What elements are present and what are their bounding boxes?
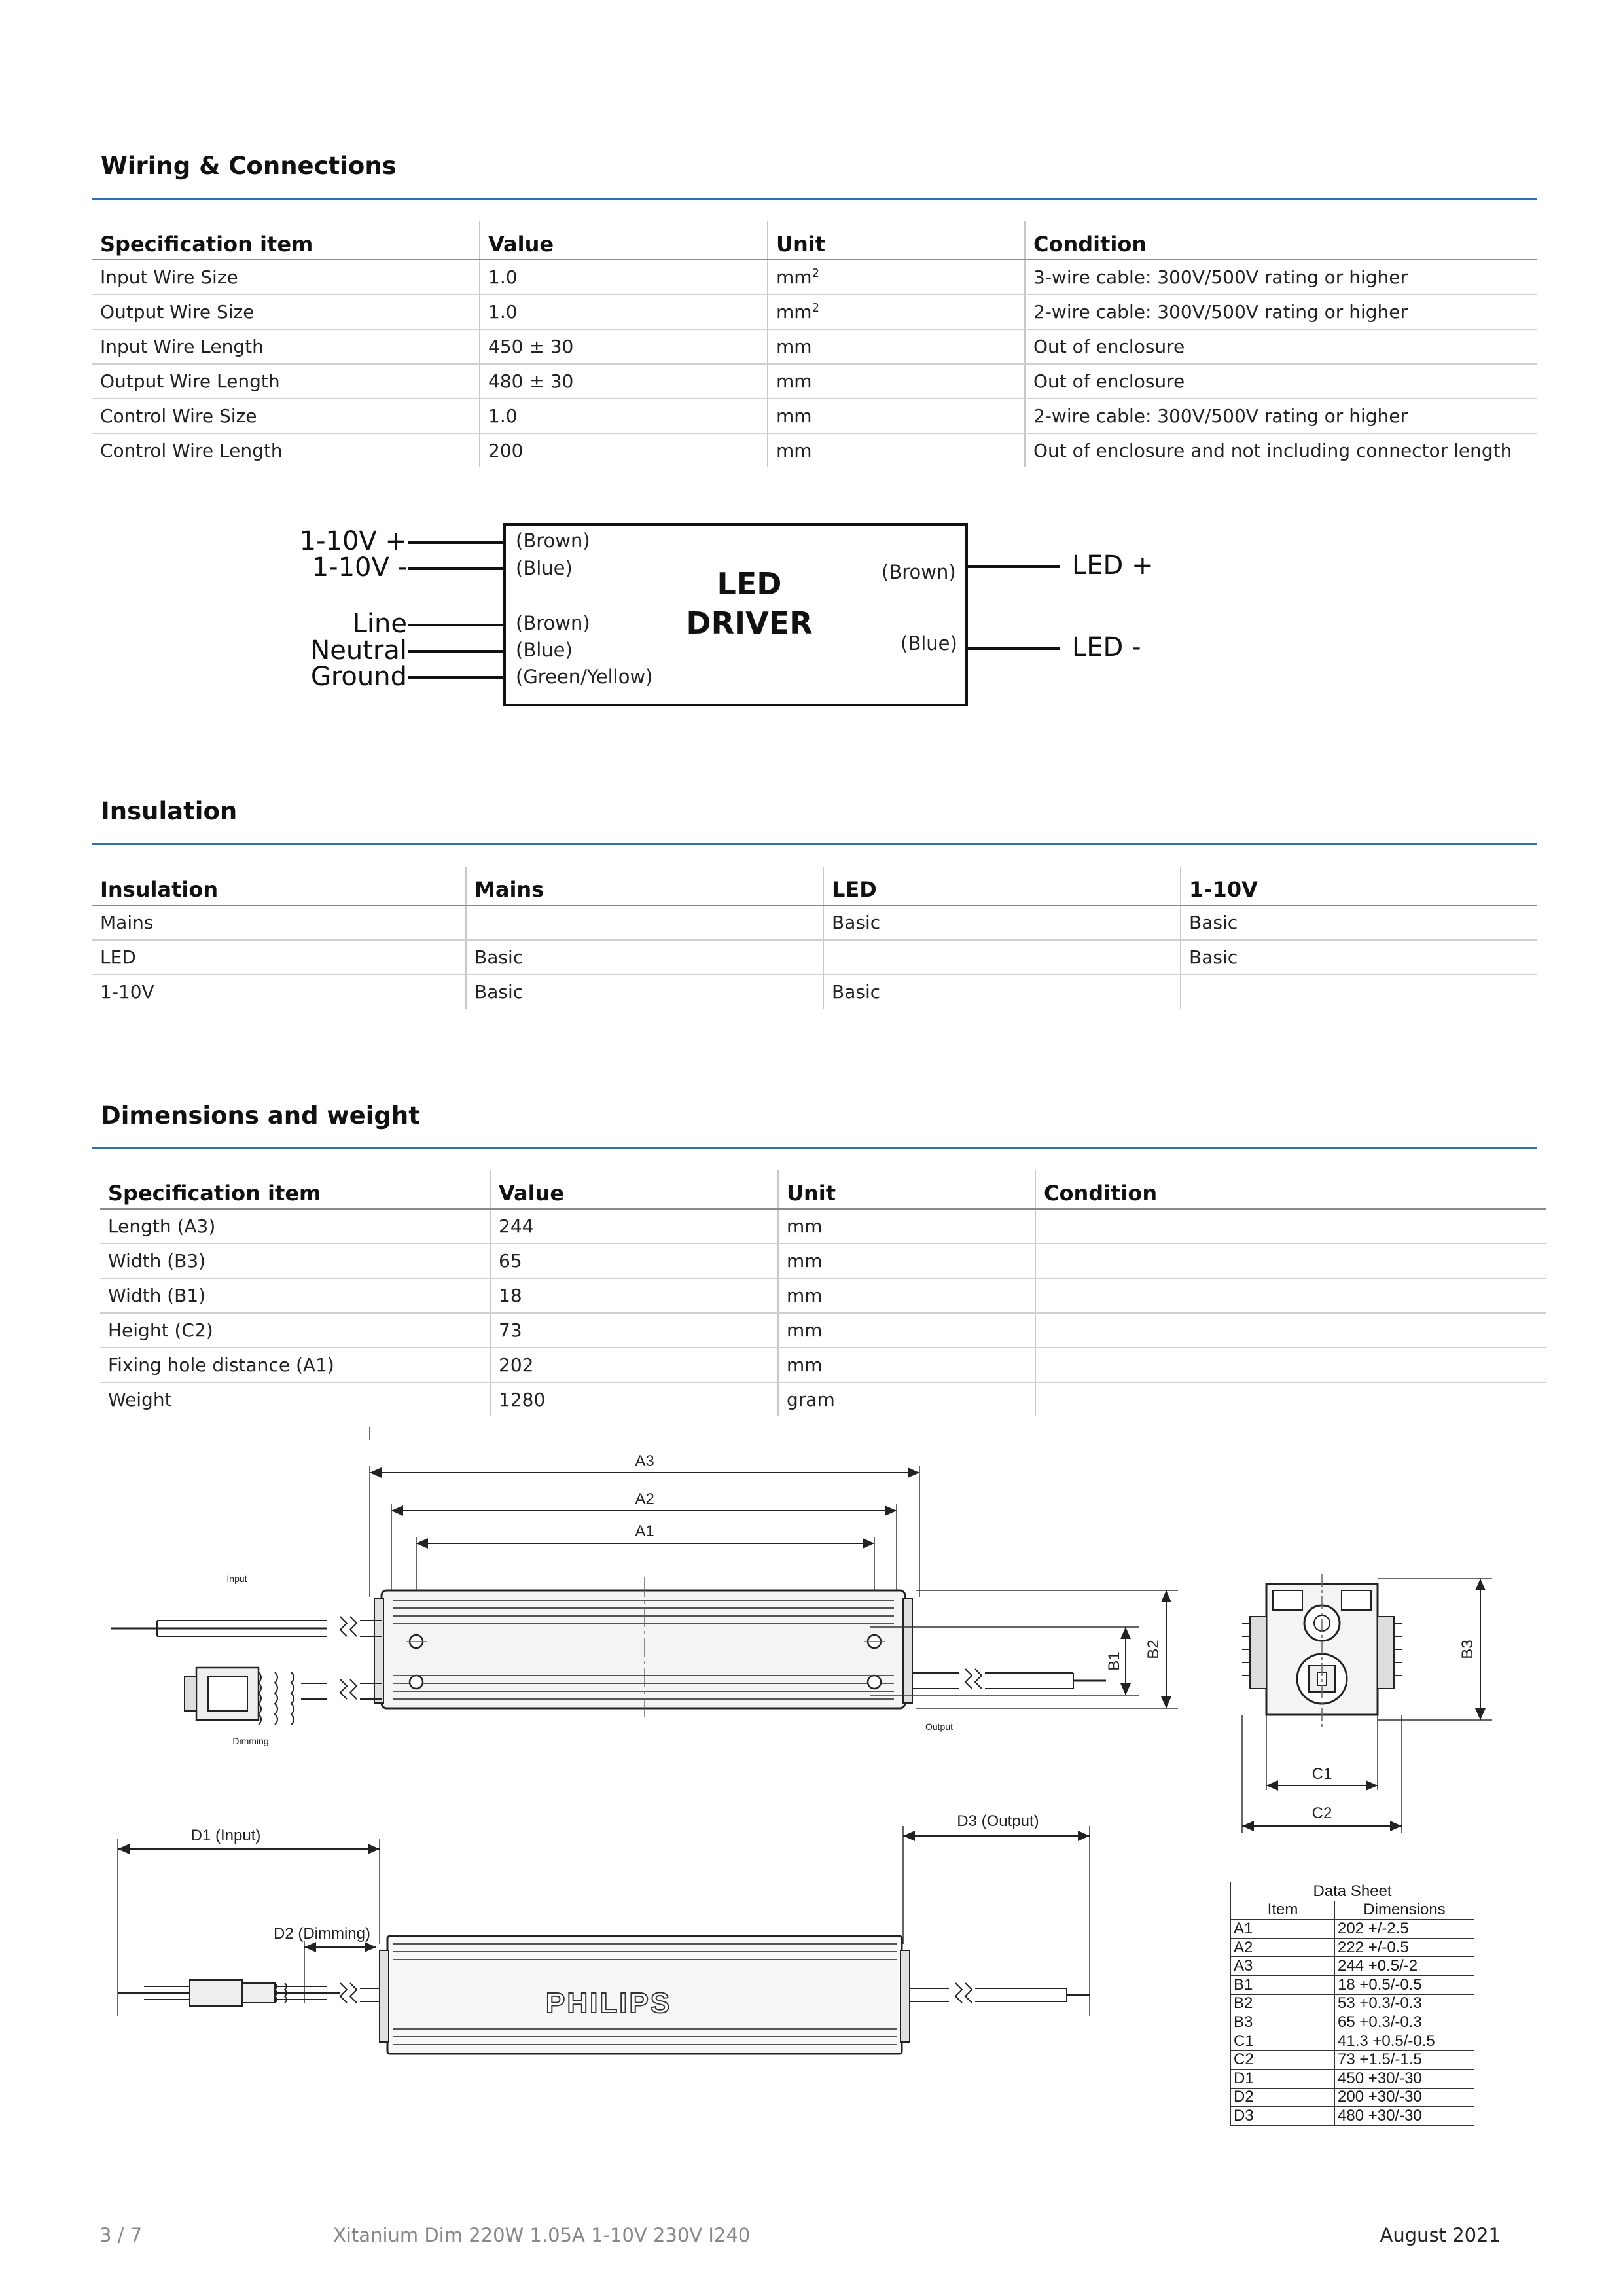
insulation-table-header bbox=[92, 867, 1537, 905]
insulation-header-led: LED bbox=[823, 867, 1181, 905]
table-row bbox=[1231, 1957, 1474, 1976]
label-ground: Ground bbox=[310, 662, 407, 692]
cell-unit: mm bbox=[778, 1278, 1035, 1313]
cell-item: Weight bbox=[108, 1389, 172, 1410]
cell-unit: mm bbox=[768, 399, 1025, 433]
cell-unit: mm bbox=[768, 433, 1025, 467]
inner-brown-line: (Brown) bbox=[516, 612, 590, 634]
top-view bbox=[111, 1427, 1178, 1746]
table-row bbox=[1231, 2069, 1474, 2088]
cell-condition: 3-wire cable: 300V/500V rating or higher bbox=[1025, 260, 1537, 295]
cell-value: 18 bbox=[490, 1278, 778, 1313]
table-row bbox=[92, 975, 1537, 1009]
unit-superscript: 2 bbox=[812, 266, 820, 280]
dimensions-header-unit: Unit bbox=[778, 1170, 1035, 1209]
table-row bbox=[92, 905, 1537, 940]
insulation-section-rule bbox=[92, 843, 1537, 845]
ds-item: B3 bbox=[1231, 2013, 1335, 2032]
label-dimming: Dimming bbox=[232, 1736, 269, 1746]
cell-value: 202 bbox=[490, 1348, 778, 1382]
cell-item: Input Wire Length bbox=[92, 329, 480, 364]
dim-label-d1: D1 (Input) bbox=[190, 1827, 261, 1844]
wiring-section-title: Wiring & Connections bbox=[101, 152, 397, 180]
label-output: Output bbox=[925, 1721, 954, 1732]
table-row bbox=[1231, 1920, 1474, 1939]
dimensions-table bbox=[100, 1170, 1546, 1416]
cell-item: Output Wire Length bbox=[92, 364, 480, 399]
dim-label-b3: B3 bbox=[1459, 1640, 1476, 1659]
label-neutral: Neutral bbox=[310, 636, 407, 666]
cell-unit: mm bbox=[778, 1244, 1035, 1278]
dimensions-section-rule bbox=[92, 1147, 1537, 1149]
ds-item: D3 bbox=[1231, 2107, 1335, 2126]
table-row bbox=[100, 1209, 1546, 1244]
cell-condition: 2-wire cable: 300V/500V rating or higher bbox=[1025, 295, 1537, 329]
inner-brown-dim: (Brown) bbox=[516, 529, 590, 552]
insulation-header-1-10v: 1-10V bbox=[1181, 867, 1537, 905]
label-dim-minus: 1-10V - bbox=[312, 552, 407, 583]
dimensions-header-value: Value bbox=[490, 1170, 778, 1209]
label-input: Input bbox=[226, 1573, 247, 1584]
data-sheet-header-dimensions: Dimensions bbox=[1335, 1901, 1474, 1920]
data-sheet-table bbox=[1230, 1882, 1474, 2126]
ds-dim: 222 +/-0.5 bbox=[1335, 1938, 1474, 1957]
ds-item: C1 bbox=[1231, 2032, 1335, 2051]
philips-logo: PHILIPS bbox=[546, 1987, 672, 2019]
cell-item: Width (B1) bbox=[100, 1278, 490, 1313]
cell-value: 450 ± 30 bbox=[480, 329, 768, 364]
cell-condition: 2-wire cable: 300V/500V rating or higher bbox=[1025, 399, 1537, 433]
cell-value: 480 ± 30 bbox=[480, 364, 768, 399]
cell-value: 1280 bbox=[490, 1382, 778, 1416]
dim-label-a3: A3 bbox=[635, 1452, 654, 1470]
ds-item: A2 bbox=[1231, 1938, 1335, 1957]
inner-brown-led: (Brown) bbox=[882, 561, 956, 583]
cell-condition bbox=[1035, 1244, 1546, 1278]
cell-led: Basic bbox=[823, 905, 1181, 940]
ds-dim: 41.3 +0.5/-0.5 bbox=[1335, 2032, 1474, 2051]
insulation-table bbox=[92, 867, 1537, 1009]
insulation-header-insulation: Insulation bbox=[92, 867, 466, 905]
cell-item: Input Wire Size bbox=[92, 260, 480, 295]
dim-label-d2: D2 (Dimming) bbox=[273, 1925, 371, 1943]
cell-condition bbox=[1035, 1382, 1546, 1416]
cell-condition bbox=[1035, 1348, 1546, 1382]
table-row bbox=[1231, 2013, 1474, 2032]
unit-text: mm bbox=[776, 301, 812, 323]
cell-insulation: LED bbox=[92, 940, 466, 975]
cell-item: Control Wire Length bbox=[100, 440, 283, 461]
cell-condition: Out of enclosure bbox=[1025, 329, 1537, 364]
footer-product-name: Xitanium Dim 220W 1.05A 1-10V 230V I240 bbox=[333, 2224, 751, 2246]
side-view bbox=[118, 1812, 1090, 2054]
cell-condition: Out of enclosure bbox=[1025, 364, 1537, 399]
ds-item: D1 bbox=[1231, 2069, 1335, 2088]
cell-1-10v: Basic bbox=[1181, 940, 1537, 975]
cell-mains: Basic bbox=[466, 975, 823, 1009]
ds-dim: 244 +0.5/-2 bbox=[1335, 1957, 1474, 1976]
cell-unit: mm bbox=[768, 364, 1025, 399]
table-row bbox=[100, 1382, 1546, 1416]
cell-item: Length (A3) bbox=[100, 1209, 490, 1244]
label-dim-plus: 1-10V + bbox=[299, 526, 407, 556]
cell-value: 244 bbox=[490, 1209, 778, 1244]
table-row bbox=[1231, 1938, 1474, 1957]
cell-condition bbox=[1035, 1278, 1546, 1313]
cell-1-10v: Basic bbox=[1181, 905, 1537, 940]
table-row bbox=[100, 1313, 1546, 1348]
data-sheet-caption: Data Sheet bbox=[1231, 1882, 1474, 1901]
inner-blue-neutral: (Blue) bbox=[516, 639, 573, 661]
table-row bbox=[100, 1244, 1546, 1278]
table-row bbox=[100, 1278, 1546, 1313]
table-row bbox=[1231, 1994, 1474, 2013]
ds-item: C2 bbox=[1231, 2051, 1335, 2070]
insulation-header-mains: Mains bbox=[466, 867, 823, 905]
cell-value: 1.0 bbox=[480, 260, 768, 295]
ds-dim: 73 +1.5/-1.5 bbox=[1335, 2051, 1474, 2070]
ds-item: D2 bbox=[1231, 2088, 1335, 2107]
ds-item: A1 bbox=[1231, 1920, 1335, 1939]
dimensions-header-item: Specification item bbox=[100, 1170, 490, 1209]
cell-value: 65 bbox=[490, 1244, 778, 1278]
ds-dim: 200 +30/-30 bbox=[1335, 2088, 1474, 2107]
wiring-header-value: Value bbox=[480, 221, 768, 260]
wiring-header-unit: Unit bbox=[768, 221, 1025, 260]
driver-title-line1: LED bbox=[717, 566, 782, 601]
table-row bbox=[1231, 1975, 1474, 1994]
dim-label-a1: A1 bbox=[635, 1522, 654, 1540]
driver-title bbox=[681, 564, 818, 643]
ds-dim: 480 +30/-30 bbox=[1335, 2107, 1474, 2126]
table-row bbox=[1231, 2051, 1474, 2070]
cell-value: 1.0 bbox=[480, 295, 768, 329]
unit-text: mm bbox=[776, 266, 812, 288]
dim-label-d3: D3 (Output) bbox=[957, 1812, 1039, 1830]
cell-item: Control Wire Size bbox=[92, 399, 480, 433]
cell-led bbox=[823, 940, 1181, 975]
footer-page-number: 3 / 7 bbox=[99, 2224, 143, 2246]
ds-dim: 53 +0.3/-0.3 bbox=[1335, 1994, 1474, 2013]
cell-unit: gram bbox=[778, 1382, 1035, 1416]
cell-value: 200 bbox=[480, 433, 768, 467]
dim-label-b2: B2 bbox=[1145, 1640, 1162, 1659]
table-row bbox=[1231, 2107, 1474, 2126]
table-row bbox=[1231, 2088, 1474, 2107]
table-row bbox=[92, 940, 1537, 975]
ds-dim: 450 +30/-30 bbox=[1335, 2069, 1474, 2088]
ds-item: A3 bbox=[1231, 1957, 1335, 1976]
cell-item: Width (B3) bbox=[100, 1244, 490, 1278]
inner-green-yellow-ground: (Green/Yellow) bbox=[516, 666, 653, 688]
wiring-header-item: Specification item bbox=[92, 221, 480, 260]
cell-unit: mm bbox=[768, 329, 1025, 364]
end-view bbox=[1242, 1574, 1492, 1833]
cell-unit: mm bbox=[778, 1348, 1035, 1382]
table-row bbox=[1231, 2032, 1474, 2051]
insulation-section-title: Insulation bbox=[101, 797, 238, 825]
dimensions-table-header bbox=[100, 1170, 1546, 1209]
ds-item: B2 bbox=[1231, 1994, 1335, 2013]
cell-mains: Basic bbox=[466, 940, 823, 975]
cell-unit: mm bbox=[778, 1209, 1035, 1244]
cell-condition: Out of enclosure and not including connector length bbox=[1025, 433, 1537, 467]
dim-label-b1: B1 bbox=[1105, 1651, 1123, 1671]
cell-condition bbox=[1035, 1209, 1546, 1244]
dimensions-header-condition: Condition bbox=[1035, 1170, 1546, 1209]
cell-1-10v bbox=[1181, 975, 1537, 1009]
dim-label-c2: C2 bbox=[1311, 1804, 1332, 1822]
inner-blue-led: (Blue) bbox=[901, 632, 957, 655]
dimensions-section-title: Dimensions and weight bbox=[101, 1102, 420, 1130]
cell-item: Height (C2) bbox=[100, 1313, 490, 1348]
ds-dim: 65 +0.3/-0.3 bbox=[1335, 2013, 1474, 2032]
driver-title-line2: DRIVER bbox=[686, 605, 813, 641]
ds-item: B1 bbox=[1231, 1975, 1335, 1994]
wiring-header-condition: Condition bbox=[1025, 221, 1537, 260]
cell-led: Basic bbox=[823, 975, 1181, 1009]
table-row bbox=[100, 1348, 1546, 1382]
cell-mains bbox=[466, 905, 823, 940]
unit-superscript: 2 bbox=[812, 301, 820, 315]
cell-insulation: 1-10V bbox=[100, 981, 154, 1003]
cell-value: 1.0 bbox=[480, 399, 768, 433]
cell-item: Output Wire Size bbox=[92, 295, 480, 329]
inner-blue-dim: (Blue) bbox=[516, 557, 573, 579]
ds-dim: 18 +0.5/-0.5 bbox=[1335, 1975, 1474, 1994]
cell-condition bbox=[1035, 1313, 1546, 1348]
ds-dim: 202 +/-2.5 bbox=[1335, 1920, 1474, 1939]
dim-label-c1: C1 bbox=[1311, 1765, 1332, 1783]
footer-date: August 2021 bbox=[1380, 2224, 1501, 2246]
cell-unit: mm bbox=[778, 1313, 1035, 1348]
cell-value: 73 bbox=[490, 1313, 778, 1348]
label-led-minus: LED - bbox=[1072, 632, 1141, 662]
dim-label-a2: A2 bbox=[635, 1490, 654, 1508]
cell-item: Fixing hole distance (A1) bbox=[100, 1348, 490, 1382]
cell-insulation: Mains bbox=[92, 905, 466, 940]
label-led-plus: LED + bbox=[1072, 550, 1154, 581]
label-line: Line bbox=[352, 609, 407, 639]
data-sheet-header-item: Item bbox=[1231, 1901, 1335, 1920]
